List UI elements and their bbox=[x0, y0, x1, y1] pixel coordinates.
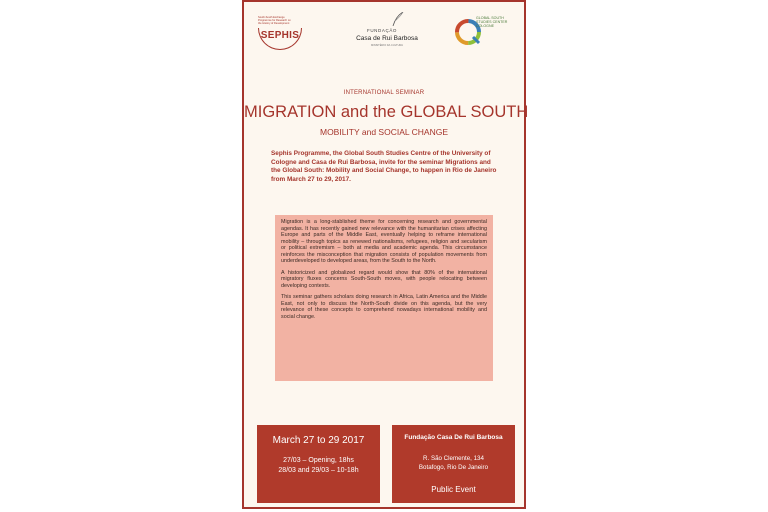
seminar-kicker: INTERNATIONAL SEMINAR bbox=[343, 90, 425, 96]
abstract-box bbox=[275, 215, 493, 381]
dates-box bbox=[257, 425, 380, 503]
dates-title: March 27 to 29 2017 bbox=[272, 435, 365, 446]
fcrb-ministry: MINISTÉRIO DA CULTURA bbox=[370, 44, 404, 47]
public-event-label: Public Event bbox=[431, 485, 476, 494]
seminar-title: MIGRATION and the GLOBAL SOUTH bbox=[244, 103, 529, 121]
venue-box bbox=[392, 425, 515, 503]
sephis-tagline: South-South Exchange Programme for Research on the History of Development bbox=[258, 16, 291, 26]
fcrb-foundation-label: FUNDAÇÃO bbox=[366, 28, 398, 33]
sephis-logo bbox=[258, 16, 304, 50]
seminar-subtitle: MOBILITY and SOCIAL CHANGE bbox=[319, 127, 448, 137]
sephis-wordmark: SEPHIS bbox=[260, 30, 300, 41]
venue-street: R. São Clemente, 134 bbox=[423, 455, 484, 462]
gssc-label: GLOBAL SOUTH STUDIES CENTER COLOGNE bbox=[476, 16, 508, 29]
casa-rui-barbosa-logo bbox=[354, 12, 420, 52]
opening-date: 27/03 – Opening, 18hs bbox=[283, 457, 354, 464]
venue-city: Botafogo, Rio De Janeiro bbox=[418, 464, 489, 471]
sephis-shield-icon bbox=[258, 28, 302, 50]
fcrb-name: Casa de Rui Barbosa bbox=[356, 35, 418, 42]
session-dates: 28/03 and 29/03 – 10-18h bbox=[278, 467, 359, 474]
global-south-studies-logo bbox=[454, 15, 520, 51]
venue-name: Fundação Casa De Rui Barbosa bbox=[404, 434, 503, 441]
invitation-text: Sephis Programme, the Global South Studies Centre of the University of Cologne and Casa de Rui Barbosa, invite for the seminar Migrations and the Global South: Mobility and Social Change, to happen in Rio de Janeiro from March 27 to 29, 2017. bbox=[271, 150, 497, 183]
abstract-paragraph-2: A historicized and globalized regard would show that 80% of the international migratory fluxes concerns South-South moves, with people relocating between developing contexts. bbox=[281, 269, 487, 289]
quill-icon bbox=[392, 12, 404, 26]
seminar-poster bbox=[242, 0, 529, 509]
abstract-paragraph-1: Migration is a long-stablished theme for concerning research and governmental agendas. It has recently gained new relevance with the humanitarian crises affecting Europe and parts of the Middle East, eventually helping to reframe international mobility – through topics as renewed nationalisms, refugees, religion and secularism or political extremism – both at media and academic agenda. This circumstance reinforces the misconception that migration consists of population movements from underdeveloped to developed areas, from the South to the North. bbox=[281, 219, 487, 264]
abstract-paragraph-3: This seminar gathers scholars doing research in Africa, Latin America and the Middle East, not only to discuss the North-South divide on this agenda, but the very relevance of these concepts to comprehend nowadays international mobility and social change. bbox=[281, 294, 487, 320]
